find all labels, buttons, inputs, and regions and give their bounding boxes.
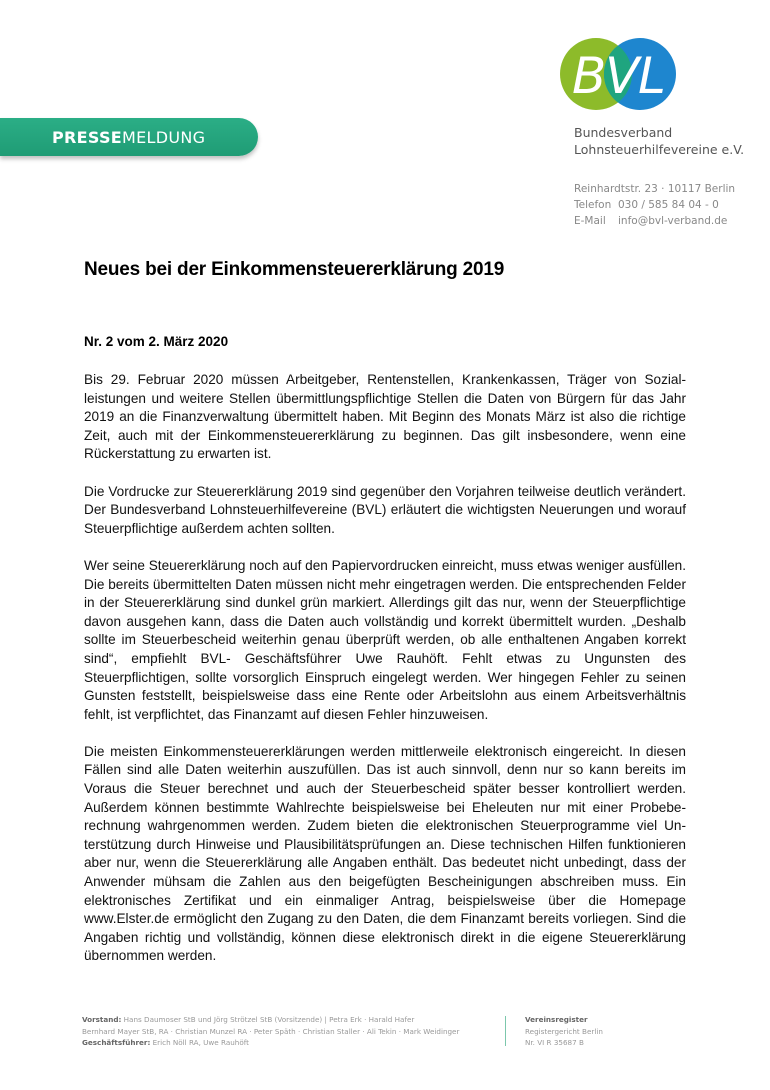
ceo-label: Geschäftsführer: (82, 1038, 151, 1047)
release-number-date: Nr. 2 vom 2. März 2020 (84, 334, 229, 349)
logo-letter-b: B (572, 47, 607, 105)
footer-ceo-row (82, 1037, 459, 1049)
contact-block (574, 181, 735, 229)
register-number: Nr. VI R 35687 B (525, 1038, 584, 1047)
footer-board-row (82, 1014, 459, 1026)
banner-label-light: MELDUNG (122, 127, 206, 147)
article-body (84, 371, 686, 985)
board-members-line1: Hans Daumoser StB und Jörg Strötzel StB (Vorsitzende) | Petra Erk · Harald Hafer (123, 1015, 415, 1024)
footer-register-info (525, 1014, 603, 1049)
footer-board-info (82, 1014, 459, 1049)
contact-address: Reinhardtstr. 23 · 10117 Berlin (574, 183, 736, 195)
paragraph: Bis 29. Februar 2020 müssen Arbeitgeber, Rentenstellen, Krankenkassen, Träger von Sozialleistungen und weitere Stellen übermittlungspflichtige Stellen die Daten von Bürgern für das Jahr 2019 an die Finanzverwaltung übermittelt haben. Mit Beginn des Monats März ist also die richtige Zeit, auch mit der Einkommensteuererklärung zu beginnen. Das gilt insbesondere, wenn eine Rückerstattung zu erwarten ist. (84, 372, 686, 462)
phone-value: 030 / 585 84 04 - 0 (618, 199, 719, 211)
banner-label-bold: PRESSE (52, 127, 123, 147)
paragraph: Die Vordrucke zur Steuererklärung 2019 sind gegenüber den Vorjahren teilweise deutlich verändert. Der Bundesverband Lohnsteuerhilfevereine (BVL) erläutert die wichtigsten Neuerungen und worauf Steuerpflichtige außerdem achten sollten. (84, 483, 686, 536)
footer-divider (505, 1016, 506, 1046)
paragraph: Wer seine Steuererklärung noch auf den Papiervordrucken einreicht, muss etwas weniger ausfüllen. Die bereits übermittelten Daten müssen nicht mehr eingetragen werden. Die entsprechenden Felder in der Steuererklärung sind dunkel grün markiert. Allerdings gilt das nur, wenn der Steuerpflichtige davon ausgehen kann, dass die Daten auch vollständig und korrekt übermittelt wurden. „Deshalb sollte im Steuerbescheid weiterhin genau überprüft werden, ob alle enthaltenen Angaben korrekt sind“, empfiehlt BVL- Geschäftsführer Uwe Rauhöft. Fehlt etwas zu Ungunsten des Steuerpflichtigen, sollte vorsorglich Einspruch eingelegt werden. Wer hingegen Fehler zu seinen Gunsten feststellt, beispielsweise dass eine Rente oder Arbeitslohn aus einem Arbeitsverhältnis fehlt, ist verpflichtet, das Finanzamt auf diesen Fehler hinzuweisen. (84, 557, 686, 722)
register-label: Vereinsregister (525, 1015, 588, 1024)
logo-letter-v: V (605, 47, 640, 105)
org-name-line2: Lohnsteuerhilfevereine e.V. (574, 142, 745, 157)
contact-email-row (574, 213, 735, 229)
press-release-banner (0, 118, 258, 156)
organization-name (574, 124, 744, 158)
phone-label: Telefon (574, 199, 612, 211)
page-title: Neues bei der Einkommensteuererklärung 2019 (84, 259, 505, 280)
board-label: Vorstand: (82, 1015, 122, 1024)
email-label: E-Mail (574, 215, 606, 227)
register-court: Registergericht Berlin (525, 1026, 603, 1036)
bvl-logo (560, 38, 680, 110)
board-members-line2: Bernhard Mayer StB, RA · Christian Munzel RA · Peter Späth · Christian Staller · Ali Tekin · Mark Weidinger (82, 1026, 460, 1036)
org-name-line1: Bundesverband (574, 125, 673, 140)
paragraph: Die meisten Einkommensteuererklärungen werden mittlerweile elektronisch eingereicht. In diesen Fällen sind alle Daten weiterhin auszufüllen. Das ist auch sinnvoll, denn nur so kann bereits im Voraus die Steuer berechnet und auch der Steuerbescheid später besser kontrolliert werden. Außerdem können bestimmte Wahlrechte beispielsweise bei Eheleuten nur mit einer Probeberechnung wahrgenommen werden. Zudem bieten die elektronischen Steuerprogramme viel Unterstützung durch Hinweise und Plausibilitätsprüfungen an. Diese technischen Hilfen funktionieren aber nur, wenn die Steuererklärung alle Angaben enthält. Das bedeutet nicht unbedingt, dass der Anwender mühsam die Zahlen aus den beigefügten Bescheinigungen abschreiben muss. Ein elektronisches Zertifikat und ein einmaliger Antrag, beispielsweise über die Homepage www.Elster.de ermöglicht den Zugang zu den Daten, die dem Finanzamt bereits vorliegen. Sind die Angaben richtig und vollständig, können diese elektronisch direkt in die eigene Steuererklärung übernommen werden. (84, 743, 686, 964)
email-link[interactable]: info@bvl-verband.de (618, 215, 728, 227)
ceo-names: Erich Nöll RA, Uwe Rauhöft (152, 1038, 249, 1047)
logo-letter-l: L (638, 47, 666, 105)
contact-phone-row (574, 197, 735, 213)
